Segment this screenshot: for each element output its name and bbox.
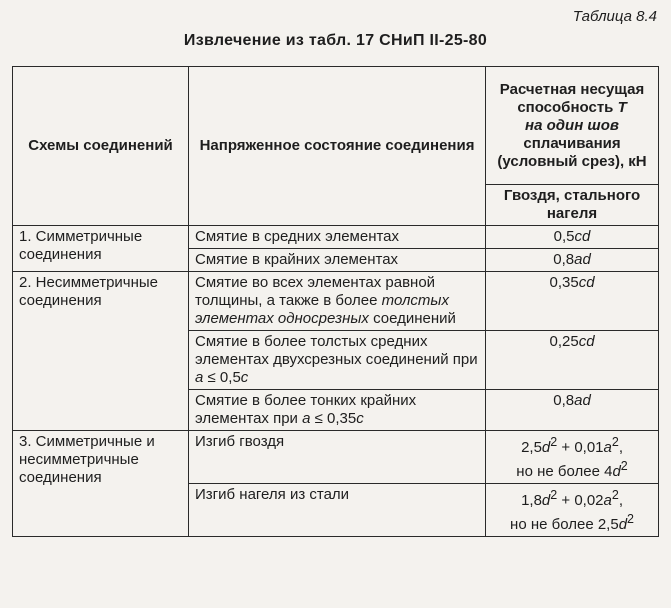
table-row	[13, 226, 659, 249]
state-cell: Смятие в более тонких крайних элементах при a ≤ 0,35c	[189, 390, 486, 431]
header-capacity-line1: Расчетная несущая способность	[499, 80, 645, 116]
header-capacity-t: T	[617, 98, 627, 116]
value-cell: 0,8ad	[486, 249, 659, 272]
scheme-cell: 1. Симметричные соединения	[13, 226, 189, 272]
value-cell: 0,5cd	[486, 226, 659, 249]
header-row	[13, 67, 659, 185]
value-cell: 0,35cd	[486, 272, 659, 331]
state-cell: Смятие в более толстых средних элементах двухсрезных соединений при a ≤ 0,5c	[189, 331, 486, 390]
value-cell: $2,5d^2 + 0,01a^2$, но не более $4d^2$	[486, 431, 659, 484]
header-capacity-line3: сплачивания (условный срез), кН	[497, 134, 647, 170]
table-row	[13, 431, 659, 484]
table-row	[13, 272, 659, 331]
header-capacity	[486, 67, 659, 185]
scheme-cell: 2. Несимметричные соединения	[13, 272, 189, 431]
state-cell: Смятие во всех элементах равной толщины, а также в более толстых элементах односрезных соединений	[189, 272, 486, 331]
table-title: Извлечение из табл. 17 СНиП II-25-80	[183, 32, 488, 49]
value-cell: 0,25cd	[486, 331, 659, 390]
state-cell: Смятие в крайних элементах	[189, 249, 486, 272]
state-cell: Изгиб гвоздя	[189, 431, 486, 484]
data-table	[12, 66, 659, 537]
value-cell: 0,8ad	[486, 390, 659, 431]
value-cell: $1,8d^2 + 0,02a^2$, но не более $2,5d^2$	[486, 484, 659, 537]
table-number-label: Таблица 8.4	[572, 8, 657, 25]
header-schemes: Схемы соединений	[13, 67, 189, 226]
header-capacity-line2: на один шов	[525, 116, 619, 134]
state-cell: Смятие в средних элементах	[189, 226, 486, 249]
scheme-cell: 3. Симметричные и несимметричные соединения	[13, 431, 189, 537]
state-cell: Изгиб нагеля из стали	[189, 484, 486, 537]
header-stress-state: Напряженное состояние соединения	[189, 67, 486, 226]
header-nail-dowel: Гвоздя, стального нагеля	[486, 185, 659, 226]
